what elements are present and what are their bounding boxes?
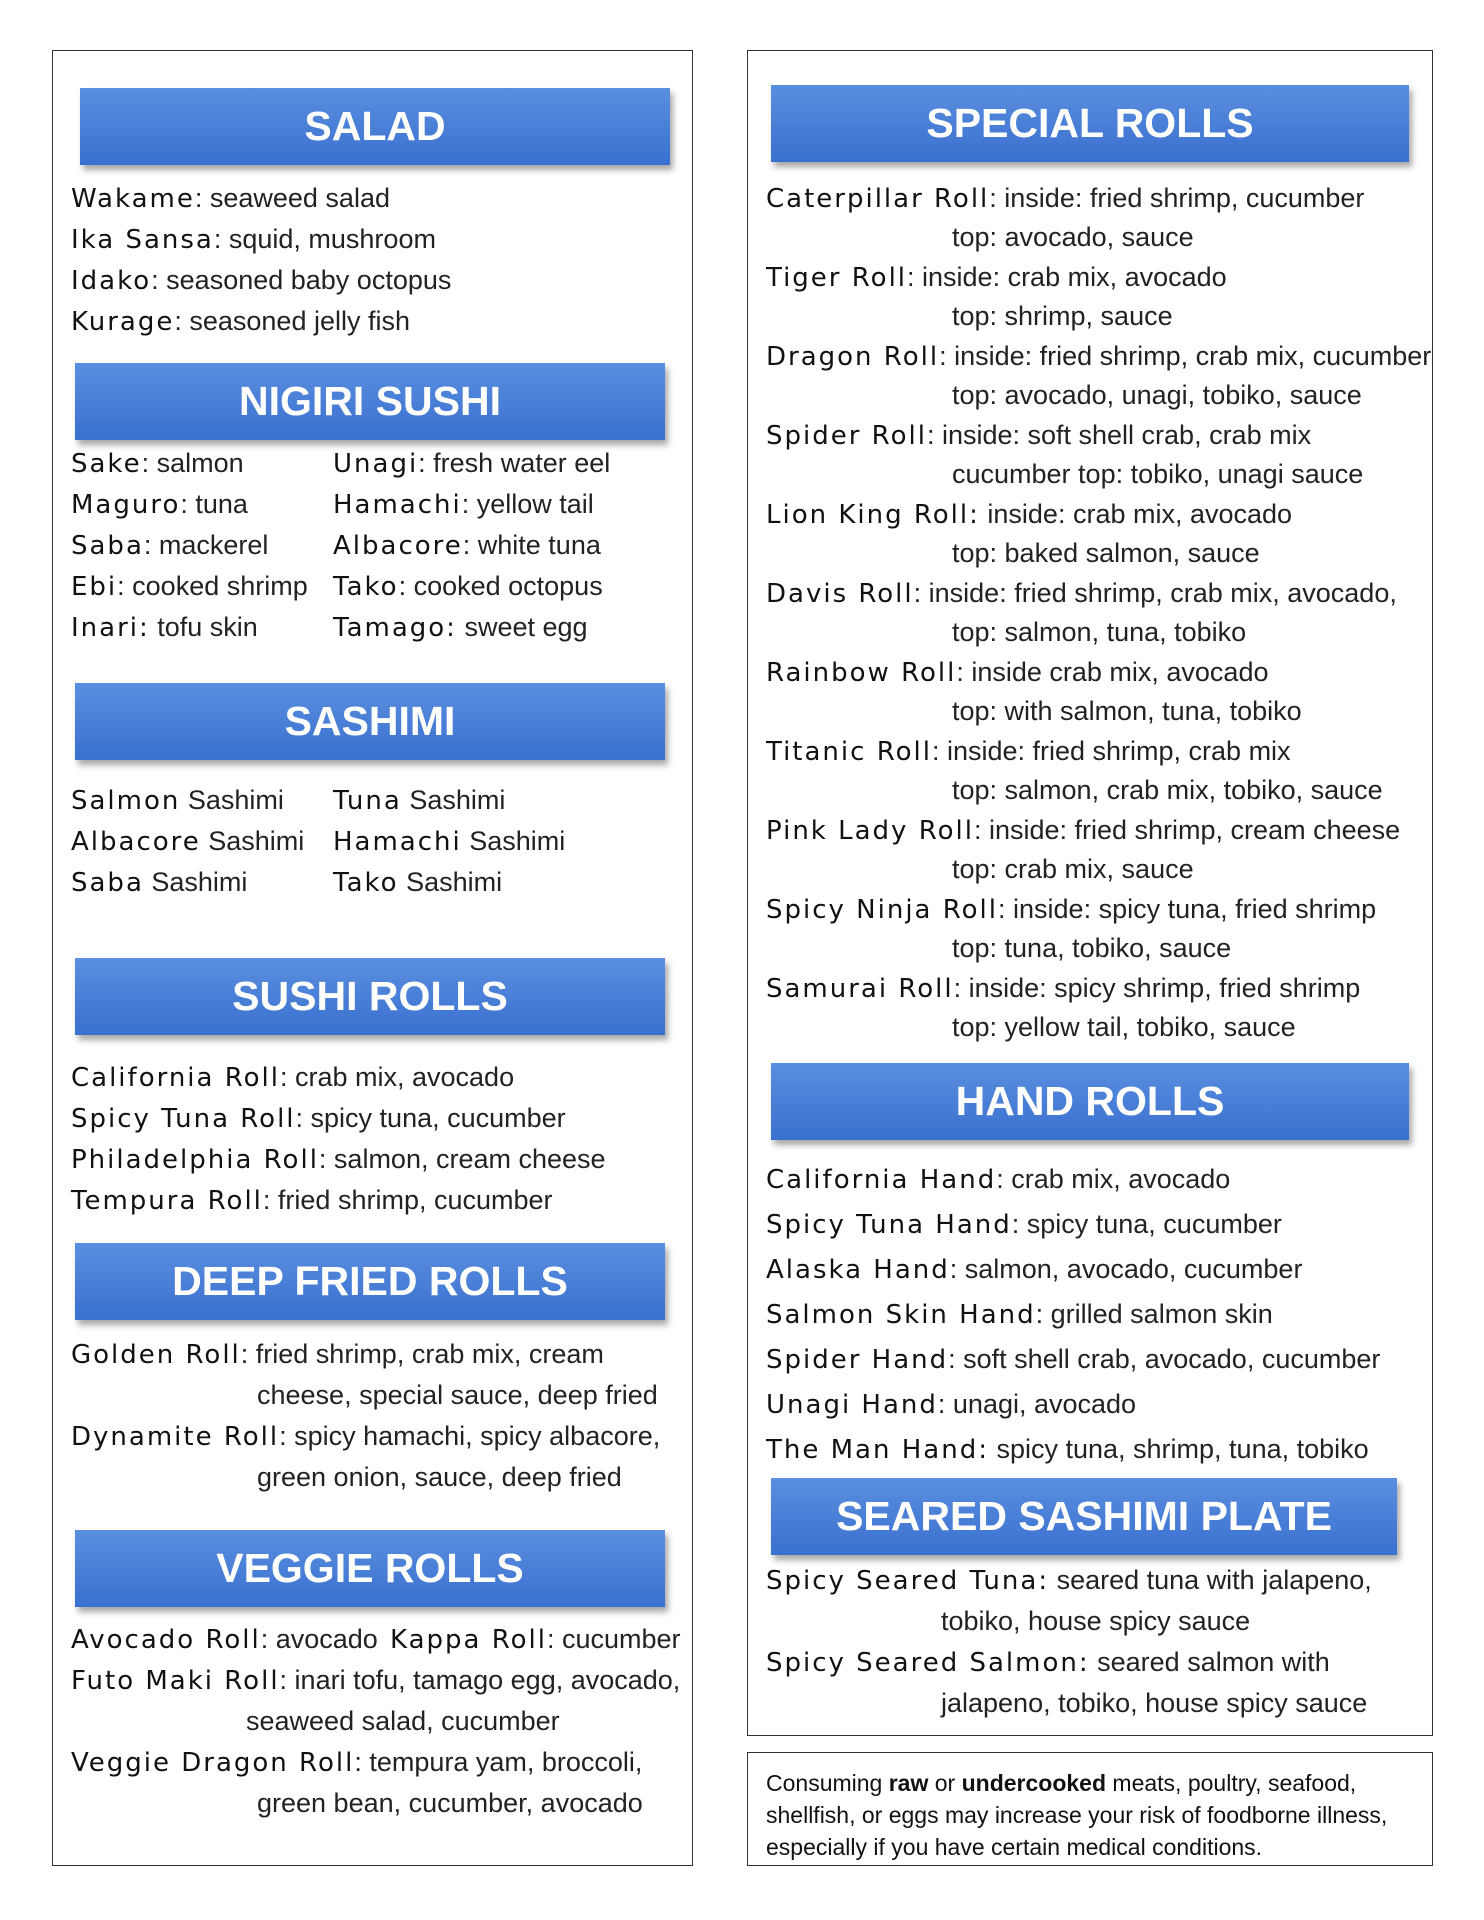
- menu-item-name: Saba: [71, 531, 144, 561]
- disclaimer-undercooked: undercooked: [961, 1770, 1107, 1796]
- menu-item-name: Ebi: [71, 572, 118, 602]
- menu-item-description: : fried shrimp, crab mix, cream: [240, 1339, 604, 1369]
- menu-item-name: Idako: [71, 266, 152, 296]
- menu-item-description: : seaweed salad: [194, 183, 390, 213]
- menu-item: [71, 489, 248, 520]
- menu-item-name: Salmon: [71, 786, 181, 816]
- menu-item-name: Inari:: [71, 613, 150, 643]
- menu-item: [766, 1647, 1330, 1678]
- menu-item-name: Dragon Roll: [766, 342, 940, 372]
- menu-item-description-continued: top: salmon, tuna, tobiko: [952, 617, 1247, 647]
- menu-item-name: Unagi Hand: [766, 1390, 938, 1420]
- menu-item-name: Spicy Ninja Roll: [766, 895, 999, 925]
- menu-item-name: Alaska Hand: [766, 1255, 950, 1285]
- menu-item: [333, 530, 601, 561]
- menu-item-name: Davis Roll: [766, 579, 914, 609]
- menu-item-description: : inside: spicy shrimp, fried shrimp: [953, 973, 1361, 1003]
- menu-item-description: : inside: fried shrimp, cream cheese: [973, 815, 1401, 845]
- menu-item-name: Dynamite Roll: [71, 1422, 280, 1452]
- menu-item: [766, 1164, 1230, 1195]
- menu-item-name: Caterpillar Roll: [766, 184, 990, 214]
- menu-item-name: Saba: [71, 868, 144, 898]
- menu-item-name: Spicy Seared Tuna:: [766, 1566, 1050, 1596]
- menu-item-description: : inside crab mix, avocado: [956, 657, 1269, 687]
- menu-item-description-continued: top: yellow tail, tobiko, sauce: [952, 1012, 1296, 1042]
- menu-item-description: : spicy tuna, cucumber: [295, 1103, 566, 1133]
- menu-item: [766, 736, 1291, 767]
- menu-item: [71, 1624, 378, 1655]
- menu-item: [766, 262, 1227, 293]
- menu-item-name: Tamago:: [333, 613, 457, 643]
- menu-item: [333, 571, 603, 602]
- menu-item-description: Sashimi: [143, 867, 248, 897]
- menu-item-name: Albacore: [333, 531, 463, 561]
- menu-item-description: Sashimi: [461, 826, 566, 856]
- menu-item-description: : inside: fried shrimp, crab mix, cucumber: [939, 341, 1432, 371]
- menu-item-description: : inside: spicy tuna, fried shrimp: [998, 894, 1377, 924]
- menu-item-description-continued: cheese, special sauce, deep fried: [257, 1380, 658, 1410]
- menu-item-name: Kurage: [71, 307, 175, 337]
- seared-section-header: SEARED SASHIMI PLATE: [771, 1478, 1397, 1555]
- menu-item-name: Wakame: [71, 184, 195, 214]
- menu-item-description: : inside: soft shell crab, crab mix: [926, 420, 1312, 450]
- menu-item: [71, 448, 244, 479]
- menu-item: [766, 183, 1364, 214]
- menu-item-name: Tuna: [333, 786, 402, 816]
- menu-item-description: : fresh water eel: [418, 448, 611, 478]
- menu-item-description: : cooked octopus: [398, 571, 603, 601]
- menu-item-name: The Man Hand:: [766, 1435, 989, 1465]
- menu-item: [71, 306, 410, 337]
- menu-item-description-continued: green bean, cucumber, avocado: [257, 1788, 643, 1818]
- menu-item-name: Tako: [333, 572, 399, 602]
- menu-item-description: : inside: fried shrimp, crab mix, avocado,: [913, 578, 1397, 608]
- menu-item-description: : unagi, avocado: [937, 1389, 1137, 1419]
- menu-item-description-continued: top: tuna, tobiko, sauce: [952, 933, 1232, 963]
- menu-item-description: : spicy tuna, cucumber: [1011, 1209, 1282, 1239]
- menu-item-description: Sashimi: [401, 785, 506, 815]
- menu-item-name: Spider Roll: [766, 421, 927, 451]
- menu-item-description: : mackerel: [143, 530, 269, 560]
- menu-item: [766, 499, 1292, 530]
- menu-item-name: Rainbow Roll: [766, 658, 957, 688]
- menu-item-description: : inside: crab mix, avocado: [907, 262, 1227, 292]
- menu-item: [333, 867, 502, 898]
- menu-item: [766, 1299, 1273, 1330]
- menu-item-name: California Hand: [766, 1165, 997, 1195]
- menu-item-description: : tempura yam, broccoli,: [354, 1747, 643, 1777]
- menu-item-description: : seasoned baby octopus: [151, 265, 452, 295]
- salad-section-header: SALAD: [80, 88, 670, 165]
- menu-item-description: : soft shell crab, avocado, cucumber: [948, 1344, 1381, 1374]
- menu-item-name: Spicy Tuna Hand: [766, 1210, 1012, 1240]
- menu-item-name: Ika Sansa: [71, 225, 214, 255]
- menu-item: [71, 183, 390, 214]
- menu-item-name: California Roll: [71, 1063, 280, 1093]
- menu-item: [390, 1624, 681, 1655]
- menu-item: [71, 1185, 553, 1216]
- menu-item: [71, 1665, 680, 1696]
- menu-item-name: Titanic Roll: [766, 737, 932, 767]
- menu-item-name: Futo Maki Roll: [71, 1666, 280, 1696]
- veggie-section-header: VEGGIE ROLLS: [75, 1530, 665, 1607]
- menu-item-description: Sashimi: [200, 826, 305, 856]
- menu-item: [333, 785, 505, 816]
- menu-item: [766, 420, 1311, 451]
- menu-item-name: Salmon Skin Hand: [766, 1300, 1036, 1330]
- menu-item-description: Sashimi: [180, 785, 284, 815]
- menu-item-name: Avocado Roll: [71, 1625, 261, 1655]
- hand-section-header: HAND ROLLS: [771, 1063, 1409, 1140]
- menu-item: [71, 1062, 514, 1093]
- menu-item: [71, 265, 451, 296]
- menu-item: [766, 815, 1400, 846]
- menu-item-description: : salmon, avocado, cucumber: [949, 1254, 1303, 1284]
- menu-item-description: inside: crab mix, avocado: [979, 499, 1293, 529]
- menu-item-description: Sashimi: [398, 867, 503, 897]
- menu-item: [71, 826, 304, 857]
- menu-item-name: Spider Hand: [766, 1345, 949, 1375]
- menu-item-name: Sake: [71, 449, 142, 479]
- menu-item-description: spicy tuna, shrimp, tuna, tobiko: [988, 1434, 1369, 1464]
- menu-item: [766, 894, 1376, 925]
- disclaimer-raw: raw: [888, 1770, 929, 1796]
- menu-item-description: : cooked shrimp: [117, 571, 308, 601]
- menu-item: [333, 612, 588, 643]
- menu-item: [71, 1747, 642, 1778]
- menu-item-description: seared tuna with jalapeno,: [1049, 1565, 1372, 1595]
- menu-item-description-continued: cucumber top: tobiko, unagi sauce: [952, 459, 1364, 489]
- menu-item-description: : inari tofu, tamago egg, avocado,: [279, 1665, 681, 1695]
- sashimi-section-header: SASHIMI: [75, 683, 665, 760]
- food-safety-disclaimer: [747, 1752, 1433, 1866]
- menu-item-description: seared salmon with: [1089, 1647, 1330, 1677]
- deep_fried-section-header: DEEP FRIED ROLLS: [75, 1243, 665, 1320]
- menu-item-description: : squid, mushroom: [213, 224, 436, 254]
- menu-item: [766, 1254, 1302, 1285]
- menu-item-name: Hamachi: [333, 490, 462, 520]
- menu-item-name: Spicy Tuna Roll: [71, 1104, 296, 1134]
- menu-item-description: : grilled salmon skin: [1035, 1299, 1273, 1329]
- menu-item-description: : crab mix, avocado: [996, 1164, 1231, 1194]
- menu-item-name: Kappa Roll: [390, 1625, 547, 1655]
- menu-item-name: Tako: [333, 868, 399, 898]
- menu-item-description: : yellow tail: [461, 489, 594, 519]
- menu-item-description: : tuna: [180, 489, 248, 519]
- menu-item: [766, 341, 1431, 372]
- menu-item-description: : salmon, cream cheese: [318, 1144, 606, 1174]
- menu-item-description-continued: green onion, sauce, deep fried: [257, 1462, 622, 1492]
- menu-item-description-continued: top: avocado, sauce: [952, 222, 1194, 252]
- menu-item-description: : cucumber: [546, 1624, 681, 1654]
- menu-item: [766, 578, 1397, 609]
- menu-item: [71, 1421, 660, 1452]
- menu-item-description-continued: tobiko, house spicy sauce: [941, 1606, 1251, 1636]
- menu-item-name: Albacore: [71, 827, 201, 857]
- menu-item: [71, 571, 308, 602]
- menu-item: [766, 1434, 1369, 1465]
- menu-item: [333, 489, 594, 520]
- menu-item-description-continued: top: with salmon, tuna, tobiko: [952, 696, 1302, 726]
- menu-item: [333, 826, 565, 857]
- disclaimer-text: or: [928, 1770, 962, 1796]
- menu-item-description: tofu skin: [149, 612, 258, 642]
- menu-item: [71, 1339, 604, 1370]
- menu-item-description: : spicy hamachi, spicy albacore,: [279, 1421, 661, 1451]
- disclaimer-text: Consuming: [766, 1770, 889, 1796]
- menu-item-name: Hamachi: [333, 827, 462, 857]
- menu-item-description-continued: top: avocado, unagi, tobiko, sauce: [952, 380, 1362, 410]
- menu-item-name: Pink Lady Roll: [766, 816, 974, 846]
- sushi_rolls-section-header: SUSHI ROLLS: [75, 958, 665, 1035]
- menu-item-description: : seasoned jelly fish: [174, 306, 410, 336]
- menu-item-description-continued: seaweed salad, cucumber: [246, 1706, 560, 1736]
- menu-item: [766, 1209, 1282, 1240]
- menu-item-name: Philadelphia Roll: [71, 1145, 319, 1175]
- menu-item: [71, 612, 258, 643]
- menu-item-description-continued: top: baked salmon, sauce: [952, 538, 1260, 568]
- menu-item: [766, 973, 1360, 1004]
- menu-item: [71, 785, 284, 816]
- menu-item-description-continued: top: salmon, crab mix, tobiko, sauce: [952, 775, 1383, 805]
- menu-item: [333, 448, 610, 479]
- menu-item-description: : white tuna: [462, 530, 601, 560]
- menu-item: [766, 657, 1268, 688]
- menu-item-name: Unagi: [333, 449, 419, 479]
- menu-item-description: sweet egg: [456, 612, 588, 642]
- menu-item-description: : inside: fried shrimp, crab mix: [931, 736, 1291, 766]
- menu-item-name: Veggie Dragon Roll: [71, 1748, 355, 1778]
- menu-item: [71, 530, 268, 561]
- menu-item-description: : fried shrimp, cucumber: [262, 1185, 553, 1215]
- menu-item-description: : avocado: [260, 1624, 378, 1654]
- menu-item-name: Tiger Roll: [766, 263, 908, 293]
- menu-item-name: Spicy Seared Salmon:: [766, 1648, 1090, 1678]
- menu-item-description-continued: top: crab mix, sauce: [952, 854, 1194, 884]
- disclaimer-text: meats, poultry, seafood, shellfish, or eggs may increase your risk of foodborne illness, especially if you have certain medical conditions.: [766, 1770, 1388, 1860]
- menu-item: [766, 1344, 1380, 1375]
- nigiri-section-header: NIGIRI SUSHI: [75, 363, 665, 440]
- menu-item-description: : inside: fried shrimp, cucumber: [989, 183, 1365, 213]
- menu-item-name: Golden Roll: [71, 1340, 241, 1370]
- menu-item: [766, 1389, 1136, 1420]
- menu-item-description: : salmon: [141, 448, 244, 478]
- menu-item: [71, 1103, 566, 1134]
- menu-item: [766, 1565, 1372, 1596]
- menu-item-name: Samurai Roll: [766, 974, 954, 1004]
- menu-item: [71, 867, 247, 898]
- menu-item-description-continued: top: shrimp, sauce: [952, 301, 1173, 331]
- special-section-header: SPECIAL ROLLS: [771, 85, 1409, 162]
- menu-item-name: Tempura Roll: [71, 1186, 263, 1216]
- menu-item-name: Maguro: [71, 490, 181, 520]
- menu-item: [71, 224, 436, 255]
- menu-item-name: Lion King Roll:: [766, 500, 980, 530]
- menu-item: [71, 1144, 606, 1175]
- menu-item-description-continued: jalapeno, tobiko, house spicy sauce: [941, 1688, 1368, 1718]
- menu-item-description: : crab mix, avocado: [279, 1062, 515, 1092]
